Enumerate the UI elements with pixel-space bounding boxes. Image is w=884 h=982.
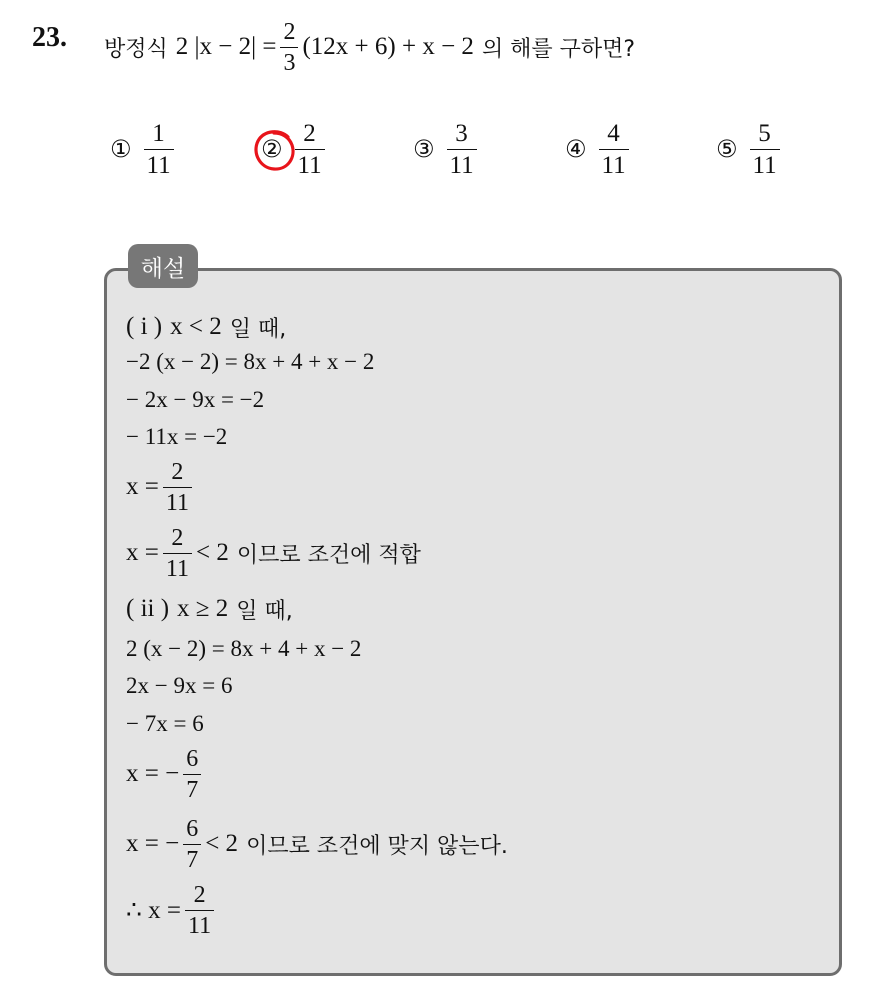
line-4-den: 11	[163, 487, 192, 515]
choice-2-mark-text: ②	[261, 135, 283, 163]
solution-case-1	[126, 308, 286, 346]
solution-line-4	[126, 455, 196, 519]
choice-1-num: 1	[152, 119, 165, 147]
choice-1-mark: ①	[110, 135, 132, 163]
solution-line-5	[126, 521, 421, 585]
case-2-label: ( ii )	[126, 595, 170, 622]
conclusion-fraction	[185, 883, 214, 938]
solution-line-3: − 11x = −2	[126, 424, 228, 449]
solution-case-2	[126, 590, 293, 628]
question-fraction	[280, 20, 298, 75]
choice-5-num: 5	[758, 119, 771, 147]
question-rhs: (12x + 6) + x − 2	[302, 33, 474, 60]
line-10-den: 7	[183, 844, 201, 872]
line-10-text: 이므로 조건에 맞지 않는다.	[246, 833, 508, 859]
case-2-condition: x ≥ 2	[177, 595, 229, 622]
choice-5-fraction	[750, 121, 780, 178]
choice-2-mark	[261, 135, 283, 163]
choice-2-den: 11	[295, 149, 325, 178]
solution-line-8: − 7x = 6	[126, 711, 204, 736]
choice-2-num: 2	[303, 119, 316, 147]
choice-3-num: 3	[455, 119, 468, 147]
solution-line-7: 2x − 9x = 6	[126, 673, 233, 698]
solution-line-6: 2 (x − 2) = 8x + 4 + x − 2	[126, 636, 362, 661]
line-4-num: 2	[171, 458, 184, 485]
choice-5-mark: ⑤	[716, 135, 738, 163]
choice-4-num: 4	[607, 119, 620, 147]
line-5-lhs: x =	[126, 539, 159, 566]
question-prefix: 방정식	[104, 36, 168, 62]
conclusion-lhs: ∴ x =	[126, 897, 182, 924]
choice-2[interactable]	[261, 116, 329, 182]
line-10-lhs: x = −	[126, 830, 180, 857]
choice-5[interactable]	[716, 116, 784, 182]
answer-choices	[0, 116, 884, 182]
line-5-compare: < 2	[195, 539, 229, 566]
question-number: 23.	[32, 22, 67, 53]
choice-1-den: 11	[144, 149, 174, 178]
line-10-fraction	[183, 817, 201, 872]
line-10-num: 6	[186, 815, 199, 842]
line-4-lhs: x =	[126, 473, 159, 500]
line-10-compare: < 2	[205, 830, 239, 857]
question-suffix: 의 해를 구하면?	[481, 36, 636, 62]
solution-line-9	[126, 742, 205, 806]
choice-3-den: 11	[447, 149, 477, 178]
choice-3[interactable]	[413, 116, 481, 182]
line-9-lhs: x = −	[126, 760, 180, 787]
choice-4-den: 11	[599, 149, 629, 178]
choice-3-fraction	[447, 121, 477, 178]
case-2-text: 일 때,	[236, 598, 293, 624]
choice-4-fraction	[599, 121, 629, 178]
question-fraction-num: 2	[283, 18, 296, 45]
question-fraction-den: 3	[280, 47, 298, 75]
solution-conclusion	[126, 878, 218, 942]
line-9-num: 6	[186, 745, 199, 772]
solution-tab: 해설	[128, 244, 198, 288]
case-1-condition: x < 2	[170, 313, 222, 340]
solution-line-10	[126, 812, 508, 876]
question-text	[104, 12, 635, 82]
choice-4-mark: ④	[565, 135, 587, 163]
solution-line-2: − 2x − 9x = −2	[126, 387, 265, 412]
choice-1-fraction	[144, 121, 174, 178]
question-lhs: 2 |x − 2| =	[175, 33, 277, 60]
choice-4[interactable]	[565, 116, 633, 182]
line-5-fraction	[163, 526, 192, 581]
line-5-num: 2	[171, 524, 184, 551]
line-5-den: 11	[163, 553, 192, 581]
choice-2-fraction	[295, 121, 325, 178]
conclusion-num: 2	[193, 881, 206, 908]
choice-3-mark: ③	[413, 135, 435, 163]
line-5-text: 이므로 조건에 적합	[236, 542, 421, 568]
conclusion-den: 11	[185, 910, 214, 938]
choice-5-den: 11	[750, 149, 780, 178]
case-1-label: ( i )	[126, 313, 163, 340]
choice-1[interactable]	[110, 116, 178, 182]
case-1-text: 일 때,	[229, 316, 287, 342]
solution-line-1: −2 (x − 2) = 8x + 4 + x − 2	[126, 349, 375, 374]
line-9-den: 7	[183, 774, 201, 802]
line-4-fraction	[163, 460, 192, 515]
line-9-fraction	[183, 747, 201, 802]
